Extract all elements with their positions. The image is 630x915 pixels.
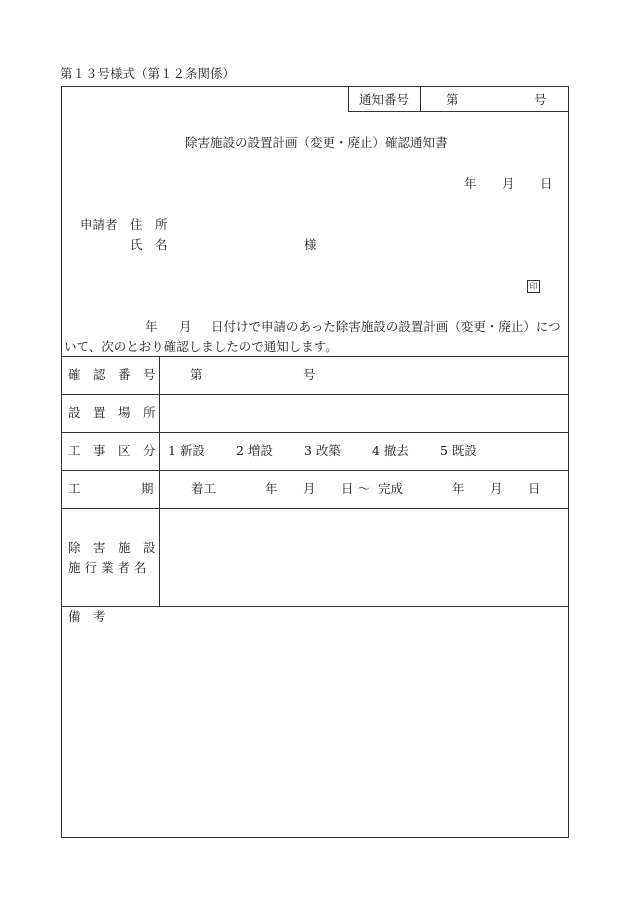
seal-text: 印 (529, 282, 538, 291)
contractor-label-line2: 施 行 業 者 名 (68, 560, 147, 575)
notice-divider (420, 87, 421, 111)
address-label: 住 所 (130, 217, 168, 232)
work-type-option-5: 5 既設 (440, 443, 477, 458)
period-start-month: 月 (303, 481, 316, 496)
period-start-year: 年 (265, 481, 278, 496)
work-type-option-1: 1 新設 (168, 443, 205, 458)
confirm-number-go: 号 (303, 367, 316, 382)
period-start-label: 着工 (191, 481, 217, 496)
table-rule-5 (61, 508, 569, 509)
table-rule-3 (61, 432, 569, 433)
work-type-option-3: 3 改築 (304, 443, 341, 458)
honorific-label: 様 (304, 237, 317, 252)
period-end-year: 年 (452, 481, 465, 496)
period-end-month: 月 (490, 481, 503, 496)
notice-dai-text: 第 (446, 92, 459, 107)
date-month-label: 月 (502, 176, 515, 191)
contractor-label-line1: 除 害 施 設 (68, 540, 156, 555)
seal-mark (527, 280, 540, 293)
table-rule-4 (61, 470, 569, 471)
work-type-option-2: 2 増設 (236, 443, 273, 458)
period-label-right: 期 (141, 481, 154, 496)
form-frame (61, 86, 569, 838)
table-column-divider (159, 356, 160, 606)
table-top-rule (61, 356, 569, 357)
location-label: 設 置 場 所 (68, 405, 156, 420)
date-day-label: 日 (540, 176, 553, 191)
period-start-day: 日 〜 (341, 481, 370, 496)
name-label: 氏 名 (130, 237, 168, 252)
notice-go-text: 号 (534, 92, 547, 107)
body-line2: いて、次のとおり確認しましたので通知します。 (64, 339, 338, 354)
work-type-label: 工 事 区 分 (68, 443, 156, 458)
body-line1: 日付けで申請のあった除害施設の設置計画（変更・廃止）につ (211, 319, 561, 334)
form-number-label: 第１３号様式（第１２条関係） (60, 66, 236, 81)
notice-number-box (348, 86, 569, 112)
confirm-number-label: 確 認 番 号 (68, 367, 156, 382)
body-year: 年 (145, 319, 158, 334)
body-month: 月 (179, 319, 192, 334)
table-rule-2 (61, 394, 569, 395)
notice-number-label: 通知番号 (359, 92, 410, 107)
confirm-number-dai: 第 (190, 367, 203, 382)
date-year-label: 年 (464, 176, 477, 191)
work-type-option-4: 4 撤去 (372, 443, 409, 458)
period-end-day: 日 (528, 481, 541, 496)
applicant-label: 申請者 (80, 217, 118, 232)
remarks-label: 備 考 (68, 609, 106, 624)
document-title: 除害施設の設置計画（変更・廃止）確認通知書 (185, 135, 448, 150)
period-label-left: 工 (68, 481, 81, 496)
table-rule-6 (61, 606, 569, 607)
period-end-label: 完成 (378, 481, 404, 496)
